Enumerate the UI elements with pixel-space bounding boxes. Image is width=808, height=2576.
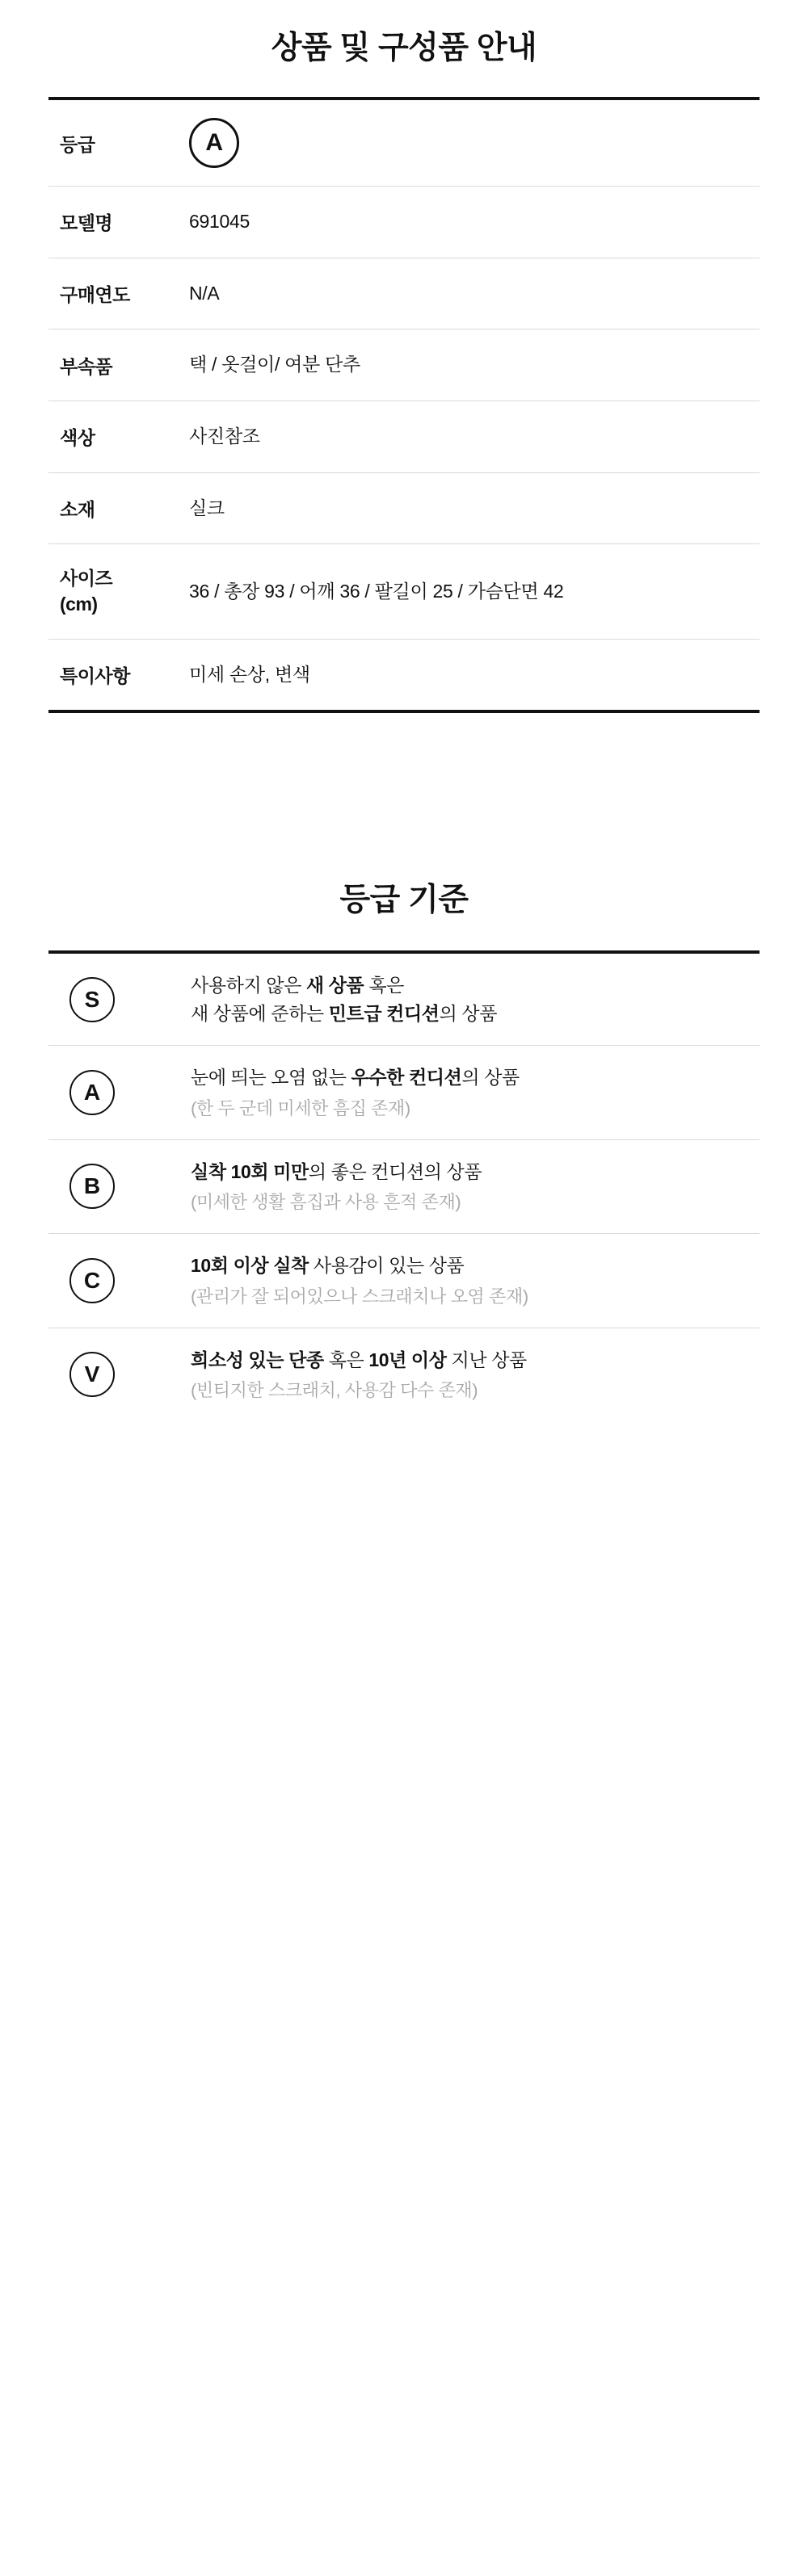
criteria-row-v xyxy=(48,1328,760,1421)
grade-badge-v: V xyxy=(69,1352,115,1397)
row-value-notes: 미세 손상, 변색 xyxy=(189,639,760,711)
criteria-s-line2-plain: 새 상품에 준하는 xyxy=(191,1002,329,1024)
criteria-v-line1-tail: 혹은 xyxy=(323,1349,369,1370)
grade-badge-c: C xyxy=(69,1258,115,1303)
row-value-size: 36 / 총장 93 / 어깨 36 / 팔길이 25 / 가슴단면 42 xyxy=(189,544,760,639)
row-label-color: 색상 xyxy=(48,401,189,472)
row-value-model: 691045 xyxy=(189,187,760,258)
criteria-c-line1-tail: 사용감이 있는 상품 xyxy=(308,1255,465,1277)
row-label-size-unit: (cm) xyxy=(60,594,98,615)
grade-criteria-title: 등급 기준 xyxy=(339,883,469,918)
criteria-row-a xyxy=(48,1046,760,1140)
row-label-accessories: 부속품 xyxy=(48,329,189,401)
criteria-s-line1-tail: 혹은 xyxy=(364,975,404,996)
criteria-badge-cell-b xyxy=(48,1139,191,1234)
row-label-model: 모델명 xyxy=(48,187,189,258)
criteria-s-line2-tail: 의 상품 xyxy=(439,1002,498,1024)
criteria-v-line1-bold2: 10년 이상 xyxy=(368,1349,447,1370)
criteria-text-cell-v xyxy=(191,1328,760,1421)
criteria-text-cell-a xyxy=(191,1046,760,1140)
row-label-material: 소재 xyxy=(48,472,189,544)
grade-badge-a: A xyxy=(69,1070,115,1115)
criteria-s-line2-bold: 민트급 컨디션 xyxy=(328,1002,440,1024)
row-label-notes: 특이사항 xyxy=(48,639,189,711)
criteria-c-note: (관리가 잘 되어있으나 스크래치나 오염 존재) xyxy=(191,1286,528,1307)
criteria-row-s xyxy=(48,952,760,1046)
criteria-b-note: (미세한 생활 흠집과 사용 흔적 존재) xyxy=(191,1192,461,1213)
table-row-purchase-year xyxy=(48,258,760,329)
product-info-section xyxy=(0,0,808,713)
criteria-s-line1-plain: 사용하지 않은 xyxy=(191,975,306,996)
criteria-s-line1-bold: 새 상품 xyxy=(305,975,364,996)
row-value-grade xyxy=(189,99,760,187)
grade-badge-b: B xyxy=(69,1164,115,1209)
grade-criteria-table xyxy=(48,950,760,1421)
row-value-purchase-year: N/A xyxy=(189,258,760,329)
section-divider-space xyxy=(0,713,808,875)
table-row-size xyxy=(48,544,760,639)
criteria-c-line1-bold: 10회 이상 실착 xyxy=(191,1255,309,1277)
row-value-accessories: 택 / 옷걸이/ 여분 단추 xyxy=(189,329,760,401)
criteria-text-cell-s xyxy=(191,952,760,1046)
criteria-badge-cell-s xyxy=(48,952,191,1046)
table-row-accessories xyxy=(48,329,760,401)
criteria-row-c xyxy=(48,1234,760,1328)
criteria-row-b xyxy=(48,1139,760,1234)
criteria-v-note: (빈티지한 스크래치, 사용감 다수 존재) xyxy=(191,1380,478,1401)
criteria-a-line1-bold: 우수한 컨디션 xyxy=(351,1067,462,1089)
criteria-text-cell-c xyxy=(191,1234,760,1328)
table-row-model xyxy=(48,187,760,258)
table-row-color xyxy=(48,401,760,472)
table-row-notes xyxy=(48,639,760,711)
criteria-badge-cell-v xyxy=(48,1328,191,1421)
grade-badge-s: S xyxy=(69,977,115,1022)
criteria-b-line1-tail: 의 좋은 컨디션의 상품 xyxy=(308,1160,482,1182)
table-row-material xyxy=(48,472,760,544)
criteria-a-line1-plain: 눈에 띄는 오염 없는 xyxy=(191,1067,351,1089)
criteria-b-line1-bold: 실착 10회 미만 xyxy=(191,1160,309,1182)
criteria-a-line1-tail: 의 상품 xyxy=(461,1067,520,1089)
page-title: 상품 및 구성품 안내 xyxy=(271,31,537,65)
criteria-a-note: (한 두 군데 미세한 흠집 존재) xyxy=(191,1097,410,1118)
row-label-size-text: 사이즈 xyxy=(60,568,113,589)
row-label-grade: 등급 xyxy=(60,133,95,155)
row-label-size xyxy=(48,544,189,639)
table-row-grade xyxy=(48,99,760,187)
criteria-badge-cell-c xyxy=(48,1234,191,1328)
criteria-v-line1-tail2: 지난 상품 xyxy=(446,1349,527,1370)
grade-criteria-section xyxy=(0,875,808,1421)
criteria-text-cell-b xyxy=(191,1139,760,1234)
row-label-purchase-year: 구매연도 xyxy=(48,258,189,329)
grade-badge-circle: A xyxy=(189,118,239,168)
row-value-color: 사진참조 xyxy=(189,401,760,472)
criteria-badge-cell-a xyxy=(48,1046,191,1140)
criteria-v-line1-bold: 희소성 있는 단종 xyxy=(191,1349,324,1370)
row-value-material: 실크 xyxy=(189,472,760,544)
product-info-table xyxy=(48,97,760,713)
